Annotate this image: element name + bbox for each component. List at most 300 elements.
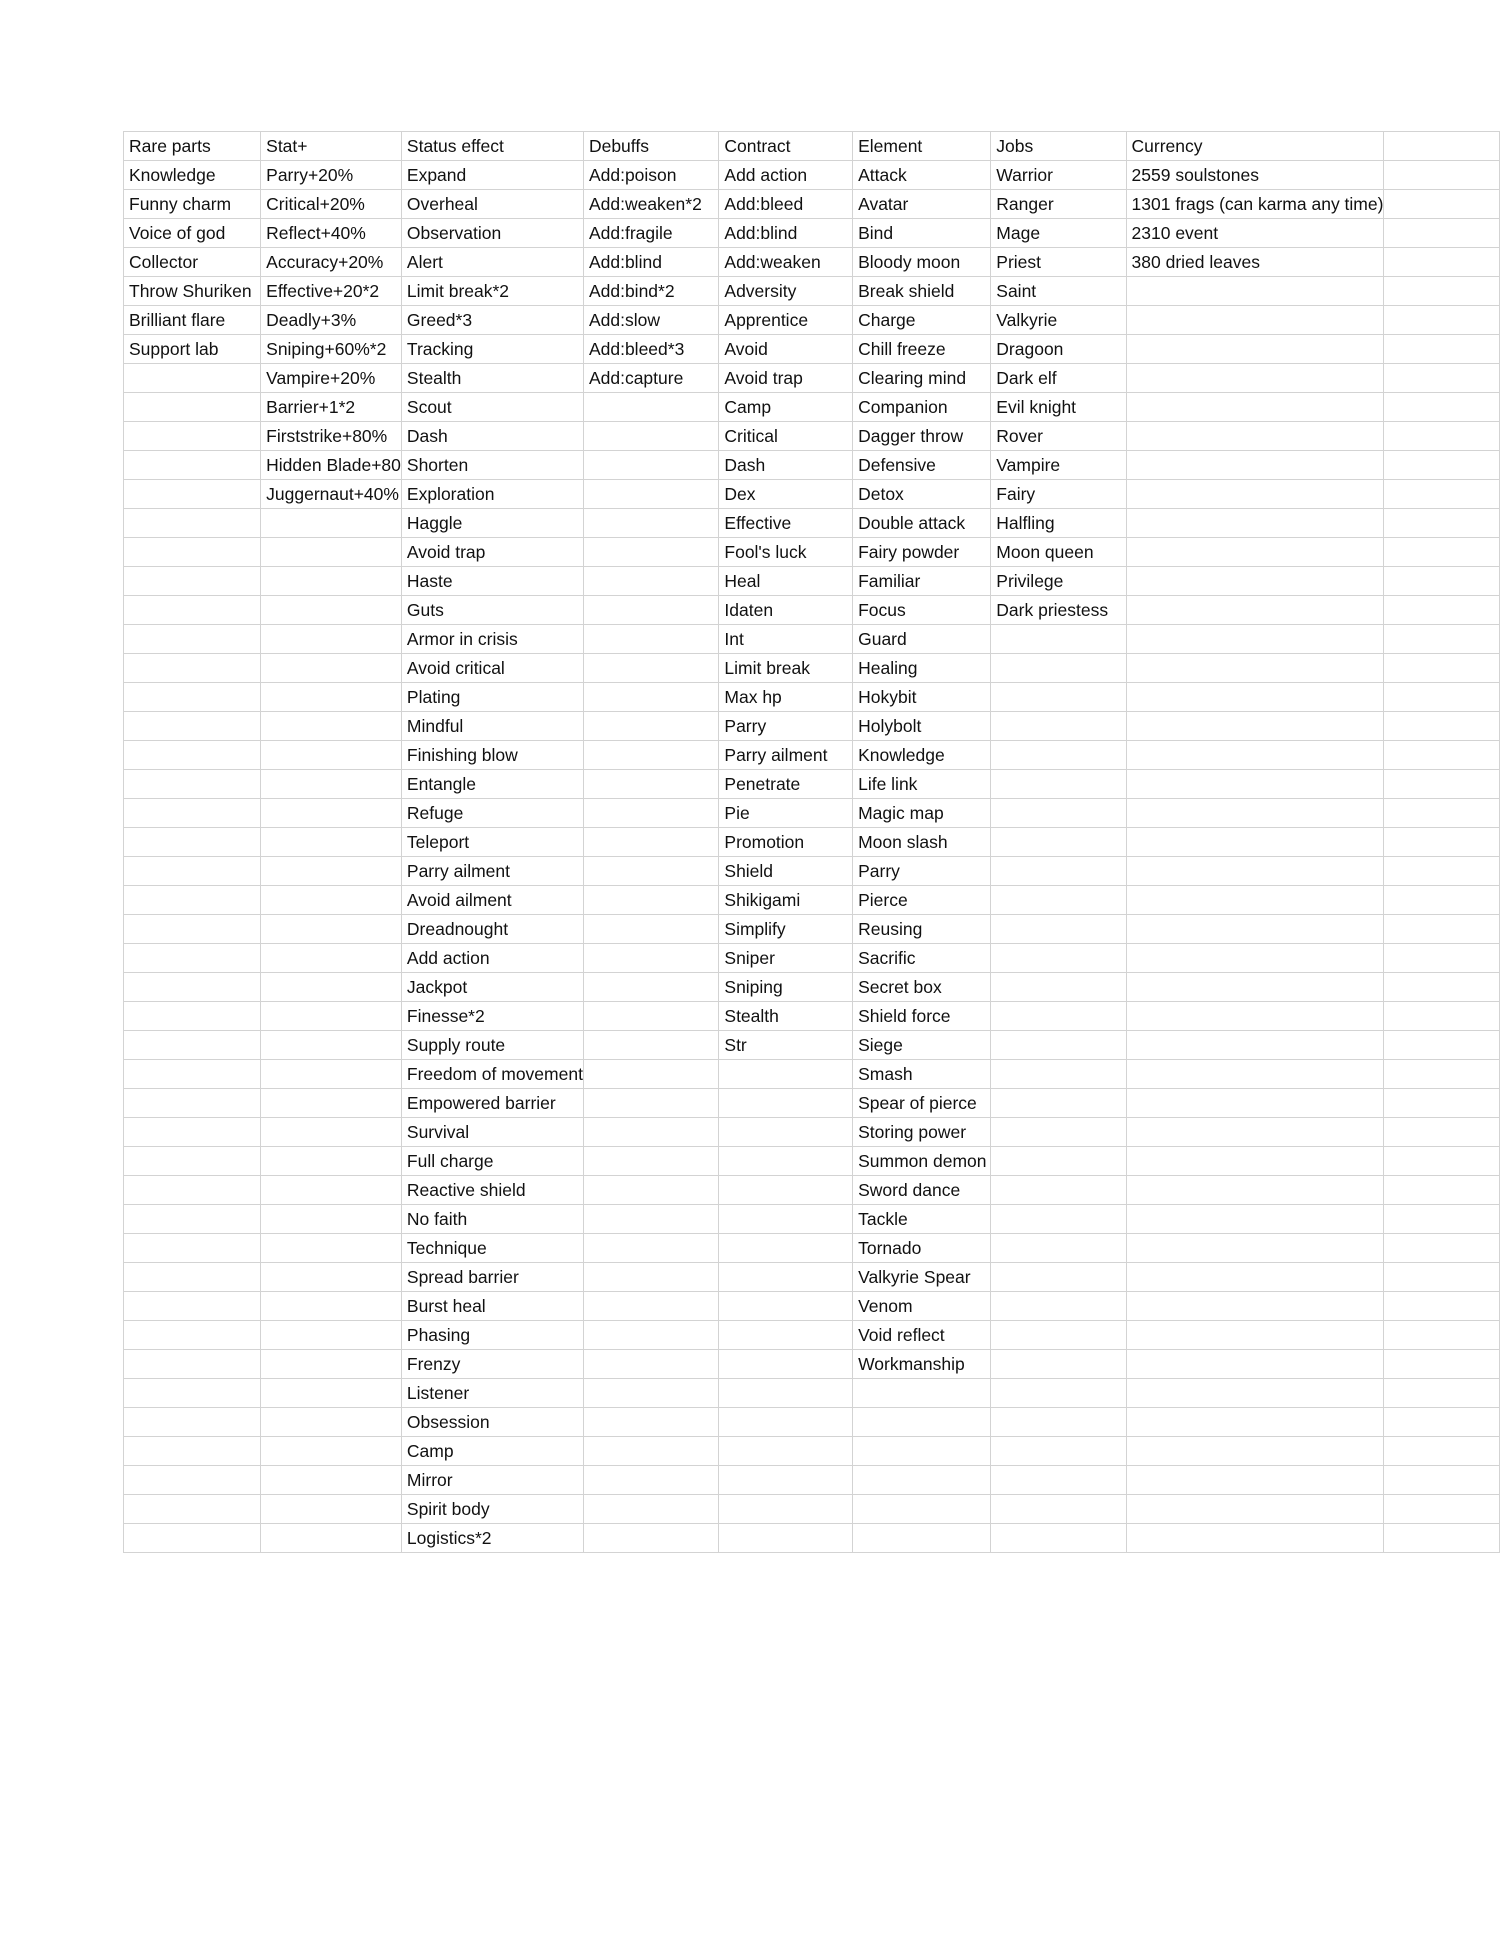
cell-status_effect[interactable]: Listener xyxy=(401,1379,583,1408)
cell-stat[interactable] xyxy=(261,799,402,828)
cell-contract[interactable] xyxy=(719,1234,853,1263)
cell-debuffs[interactable] xyxy=(583,1437,718,1466)
cell-stat[interactable]: Vampire+20% xyxy=(261,364,402,393)
cell-contract[interactable]: Avoid xyxy=(719,335,853,364)
cell-rare_parts[interactable] xyxy=(124,538,261,567)
cell-debuffs[interactable] xyxy=(583,625,718,654)
cell-extra[interactable] xyxy=(1384,596,1500,625)
cell-contract[interactable]: Add:bleed xyxy=(719,190,853,219)
cell-debuffs[interactable] xyxy=(583,1263,718,1292)
cell-status_effect[interactable]: Finishing blow xyxy=(401,741,583,770)
cell-currency[interactable] xyxy=(1126,1263,1384,1292)
cell-contract[interactable]: Int xyxy=(719,625,853,654)
cell-status_effect[interactable]: Expand xyxy=(401,161,583,190)
cell-currency[interactable] xyxy=(1126,567,1384,596)
cell-currency[interactable] xyxy=(1126,393,1384,422)
cell-currency[interactable] xyxy=(1126,1466,1384,1495)
cell-currency[interactable] xyxy=(1126,683,1384,712)
cell-currency[interactable] xyxy=(1126,915,1384,944)
cell-contract[interactable] xyxy=(719,1466,853,1495)
cell-contract[interactable]: Heal xyxy=(719,567,853,596)
cell-rare_parts[interactable] xyxy=(124,799,261,828)
cell-stat[interactable] xyxy=(261,1292,402,1321)
cell-debuffs[interactable]: Add:slow xyxy=(583,306,718,335)
cell-rare_parts[interactable] xyxy=(124,770,261,799)
cell-jobs[interactable]: Dark priestess xyxy=(991,596,1126,625)
cell-element[interactable]: Charge xyxy=(853,306,991,335)
cell-extra[interactable] xyxy=(1384,1176,1500,1205)
cell-stat[interactable] xyxy=(261,1495,402,1524)
cell-element[interactable] xyxy=(853,1524,991,1553)
cell-contract[interactable]: Penetrate xyxy=(719,770,853,799)
cell-element[interactable]: Knowledge xyxy=(853,741,991,770)
cell-extra[interactable] xyxy=(1384,1002,1500,1031)
cell-currency[interactable] xyxy=(1126,1002,1384,1031)
cell-currency[interactable] xyxy=(1126,306,1384,335)
cell-rare_parts[interactable] xyxy=(124,509,261,538)
cell-contract[interactable]: Shield xyxy=(719,857,853,886)
cell-stat[interactable] xyxy=(261,1118,402,1147)
cell-extra[interactable] xyxy=(1384,625,1500,654)
cell-jobs[interactable] xyxy=(991,915,1126,944)
cell-debuffs[interactable] xyxy=(583,712,718,741)
cell-currency[interactable]: 2310 event xyxy=(1126,219,1384,248)
cell-rare_parts[interactable] xyxy=(124,1524,261,1553)
cell-stat[interactable] xyxy=(261,770,402,799)
cell-currency[interactable] xyxy=(1126,1379,1384,1408)
cell-debuffs[interactable] xyxy=(583,596,718,625)
cell-status_effect[interactable]: Logistics*2 xyxy=(401,1524,583,1553)
cell-debuffs[interactable] xyxy=(583,1379,718,1408)
cell-rare_parts[interactable] xyxy=(124,654,261,683)
cell-extra[interactable] xyxy=(1384,190,1500,219)
cell-rare_parts[interactable]: Support lab xyxy=(124,335,261,364)
cell-rare_parts[interactable] xyxy=(124,1495,261,1524)
cell-stat[interactable]: Critical+20% xyxy=(261,190,402,219)
cell-rare_parts[interactable]: Brilliant flare xyxy=(124,306,261,335)
cell-jobs[interactable] xyxy=(991,1176,1126,1205)
cell-status_effect[interactable]: Phasing xyxy=(401,1321,583,1350)
cell-jobs[interactable] xyxy=(991,770,1126,799)
cell-status_effect[interactable]: Finesse*2 xyxy=(401,1002,583,1031)
cell-jobs[interactable] xyxy=(991,1379,1126,1408)
cell-debuffs[interactable] xyxy=(583,1495,718,1524)
cell-debuffs[interactable] xyxy=(583,1205,718,1234)
cell-contract[interactable] xyxy=(719,1060,853,1089)
cell-jobs[interactable] xyxy=(991,1031,1126,1060)
cell-jobs[interactable]: Evil knight xyxy=(991,393,1126,422)
cell-jobs[interactable] xyxy=(991,1495,1126,1524)
cell-element[interactable] xyxy=(853,1466,991,1495)
cell-extra[interactable] xyxy=(1384,712,1500,741)
cell-contract[interactable] xyxy=(719,1495,853,1524)
cell-debuffs[interactable] xyxy=(583,857,718,886)
cell-debuffs[interactable]: Add:bind*2 xyxy=(583,277,718,306)
cell-status_effect[interactable]: Mirror xyxy=(401,1466,583,1495)
cell-rare_parts[interactable] xyxy=(124,712,261,741)
cell-stat[interactable]: Parry+20% xyxy=(261,161,402,190)
cell-extra[interactable] xyxy=(1384,335,1500,364)
cell-jobs[interactable] xyxy=(991,1089,1126,1118)
cell-rare_parts[interactable] xyxy=(124,1147,261,1176)
cell-extra[interactable] xyxy=(1384,509,1500,538)
cell-element[interactable]: Healing xyxy=(853,654,991,683)
cell-jobs[interactable] xyxy=(991,1205,1126,1234)
cell-stat[interactable] xyxy=(261,1031,402,1060)
cell-contract[interactable]: Shikigami xyxy=(719,886,853,915)
cell-stat[interactable] xyxy=(261,1321,402,1350)
cell-contract[interactable]: Idaten xyxy=(719,596,853,625)
cell-extra[interactable] xyxy=(1384,364,1500,393)
cell-rare_parts[interactable] xyxy=(124,1408,261,1437)
cell-extra[interactable] xyxy=(1384,828,1500,857)
cell-status_effect[interactable]: Entangle xyxy=(401,770,583,799)
cell-jobs[interactable] xyxy=(991,1350,1126,1379)
cell-jobs[interactable]: Privilege xyxy=(991,567,1126,596)
cell-rare_parts[interactable] xyxy=(124,1321,261,1350)
cell-extra[interactable] xyxy=(1384,886,1500,915)
cell-debuffs[interactable] xyxy=(583,1031,718,1060)
cell-rare_parts[interactable]: Throw Shuriken xyxy=(124,277,261,306)
cell-status_effect[interactable]: Spread barrier xyxy=(401,1263,583,1292)
cell-contract[interactable]: Parry xyxy=(719,712,853,741)
cell-contract[interactable]: Effective xyxy=(719,509,853,538)
cell-contract[interactable]: Simplify xyxy=(719,915,853,944)
cell-currency[interactable] xyxy=(1126,509,1384,538)
cell-rare_parts[interactable] xyxy=(124,944,261,973)
cell-element[interactable]: Workmanship xyxy=(853,1350,991,1379)
cell-currency[interactable] xyxy=(1126,1437,1384,1466)
cell-rare_parts[interactable] xyxy=(124,1263,261,1292)
cell-extra[interactable] xyxy=(1384,741,1500,770)
cell-contract[interactable]: Add action xyxy=(719,161,853,190)
cell-status_effect[interactable]: Spirit body xyxy=(401,1495,583,1524)
cell-element[interactable]: Hokybit xyxy=(853,683,991,712)
cell-currency[interactable] xyxy=(1126,596,1384,625)
cell-jobs[interactable]: Rover xyxy=(991,422,1126,451)
cell-contract[interactable] xyxy=(719,1321,853,1350)
cell-element[interactable]: Element xyxy=(853,132,991,161)
cell-contract[interactable] xyxy=(719,1408,853,1437)
cell-jobs[interactable] xyxy=(991,857,1126,886)
cell-debuffs[interactable] xyxy=(583,886,718,915)
cell-element[interactable]: Tackle xyxy=(853,1205,991,1234)
cell-element[interactable]: Spear of pierce xyxy=(853,1089,991,1118)
cell-jobs[interactable] xyxy=(991,625,1126,654)
cell-currency[interactable] xyxy=(1126,1495,1384,1524)
cell-extra[interactable] xyxy=(1384,1408,1500,1437)
cell-contract[interactable] xyxy=(719,1379,853,1408)
cell-element[interactable]: Defensive xyxy=(853,451,991,480)
cell-status_effect[interactable]: Add action xyxy=(401,944,583,973)
cell-currency[interactable]: 1301 frags (can karma any time) xyxy=(1126,190,1384,219)
cell-currency[interactable] xyxy=(1126,1118,1384,1147)
cell-jobs[interactable]: Jobs xyxy=(991,132,1126,161)
cell-stat[interactable]: Barrier+1*2 xyxy=(261,393,402,422)
cell-status_effect[interactable]: Freedom of movement xyxy=(401,1060,583,1089)
cell-stat[interactable] xyxy=(261,1379,402,1408)
cell-currency[interactable] xyxy=(1126,828,1384,857)
cell-rare_parts[interactable]: Rare parts xyxy=(124,132,261,161)
cell-extra[interactable] xyxy=(1384,1437,1500,1466)
cell-status_effect[interactable]: Burst heal xyxy=(401,1292,583,1321)
cell-jobs[interactable] xyxy=(991,1524,1126,1553)
cell-contract[interactable]: Critical xyxy=(719,422,853,451)
cell-status_effect[interactable]: Mindful xyxy=(401,712,583,741)
cell-debuffs[interactable] xyxy=(583,1147,718,1176)
cell-jobs[interactable]: Moon queen xyxy=(991,538,1126,567)
cell-rare_parts[interactable] xyxy=(124,422,261,451)
cell-element[interactable]: Moon slash xyxy=(853,828,991,857)
cell-extra[interactable] xyxy=(1384,683,1500,712)
cell-extra[interactable] xyxy=(1384,219,1500,248)
cell-extra[interactable] xyxy=(1384,248,1500,277)
cell-rare_parts[interactable] xyxy=(124,1031,261,1060)
cell-jobs[interactable] xyxy=(991,1060,1126,1089)
cell-stat[interactable]: Hidden Blade+80 xyxy=(261,451,402,480)
cell-status_effect[interactable]: Teleport xyxy=(401,828,583,857)
cell-currency[interactable] xyxy=(1126,1234,1384,1263)
cell-currency[interactable] xyxy=(1126,886,1384,915)
cell-stat[interactable] xyxy=(261,1466,402,1495)
cell-jobs[interactable] xyxy=(991,944,1126,973)
cell-debuffs[interactable] xyxy=(583,1524,718,1553)
cell-status_effect[interactable]: Dash xyxy=(401,422,583,451)
cell-jobs[interactable] xyxy=(991,712,1126,741)
cell-rare_parts[interactable] xyxy=(124,1350,261,1379)
cell-element[interactable]: Valkyrie Spear xyxy=(853,1263,991,1292)
cell-extra[interactable] xyxy=(1384,277,1500,306)
cell-stat[interactable] xyxy=(261,1147,402,1176)
cell-jobs[interactable]: Fairy xyxy=(991,480,1126,509)
cell-element[interactable]: Secret box xyxy=(853,973,991,1002)
cell-stat[interactable] xyxy=(261,1408,402,1437)
cell-status_effect[interactable]: Tracking xyxy=(401,335,583,364)
cell-debuffs[interactable]: Add:bleed*3 xyxy=(583,335,718,364)
cell-extra[interactable] xyxy=(1384,1321,1500,1350)
cell-jobs[interactable]: Ranger xyxy=(991,190,1126,219)
cell-rare_parts[interactable] xyxy=(124,886,261,915)
cell-extra[interactable] xyxy=(1384,770,1500,799)
cell-debuffs[interactable] xyxy=(583,828,718,857)
cell-element[interactable]: Reusing xyxy=(853,915,991,944)
cell-jobs[interactable] xyxy=(991,886,1126,915)
cell-contract[interactable]: Dex xyxy=(719,480,853,509)
cell-jobs[interactable] xyxy=(991,683,1126,712)
cell-jobs[interactable] xyxy=(991,1263,1126,1292)
cell-element[interactable] xyxy=(853,1495,991,1524)
cell-stat[interactable] xyxy=(261,1060,402,1089)
cell-jobs[interactable] xyxy=(991,741,1126,770)
cell-debuffs[interactable]: Add:fragile xyxy=(583,219,718,248)
cell-contract[interactable] xyxy=(719,1437,853,1466)
cell-rare_parts[interactable]: Funny charm xyxy=(124,190,261,219)
cell-contract[interactable] xyxy=(719,1147,853,1176)
cell-debuffs[interactable] xyxy=(583,654,718,683)
cell-currency[interactable] xyxy=(1126,538,1384,567)
cell-contract[interactable] xyxy=(719,1524,853,1553)
cell-jobs[interactable]: Warrior xyxy=(991,161,1126,190)
cell-rare_parts[interactable] xyxy=(124,364,261,393)
cell-jobs[interactable] xyxy=(991,654,1126,683)
cell-contract[interactable]: Apprentice xyxy=(719,306,853,335)
cell-status_effect[interactable]: Greed*3 xyxy=(401,306,583,335)
cell-stat[interactable]: Accuracy+20% xyxy=(261,248,402,277)
cell-status_effect[interactable]: Stealth xyxy=(401,364,583,393)
cell-jobs[interactable] xyxy=(991,1466,1126,1495)
cell-stat[interactable] xyxy=(261,1089,402,1118)
cell-jobs[interactable] xyxy=(991,1437,1126,1466)
cell-rare_parts[interactable] xyxy=(124,741,261,770)
cell-stat[interactable]: Stat+ xyxy=(261,132,402,161)
cell-currency[interactable] xyxy=(1126,364,1384,393)
cell-rare_parts[interactable] xyxy=(124,828,261,857)
cell-rare_parts[interactable] xyxy=(124,596,261,625)
cell-stat[interactable] xyxy=(261,1437,402,1466)
cell-element[interactable]: Guard xyxy=(853,625,991,654)
cell-stat[interactable] xyxy=(261,1350,402,1379)
cell-status_effect[interactable]: Frenzy xyxy=(401,1350,583,1379)
cell-extra[interactable] xyxy=(1384,973,1500,1002)
cell-element[interactable]: Summon demon xyxy=(853,1147,991,1176)
cell-stat[interactable] xyxy=(261,741,402,770)
cell-contract[interactable]: Dash xyxy=(719,451,853,480)
cell-extra[interactable] xyxy=(1384,1118,1500,1147)
cell-rare_parts[interactable]: Voice of god xyxy=(124,219,261,248)
cell-rare_parts[interactable] xyxy=(124,1379,261,1408)
cell-jobs[interactable] xyxy=(991,1292,1126,1321)
cell-extra[interactable] xyxy=(1384,799,1500,828)
cell-rare_parts[interactable] xyxy=(124,1466,261,1495)
cell-element[interactable]: Sword dance xyxy=(853,1176,991,1205)
cell-rare_parts[interactable] xyxy=(124,1176,261,1205)
cell-contract[interactable] xyxy=(719,1118,853,1147)
cell-extra[interactable] xyxy=(1384,857,1500,886)
cell-contract[interactable]: Stealth xyxy=(719,1002,853,1031)
cell-rare_parts[interactable] xyxy=(124,567,261,596)
cell-extra[interactable] xyxy=(1384,480,1500,509)
cell-stat[interactable]: Firststrike+80% xyxy=(261,422,402,451)
cell-jobs[interactable]: Halfling xyxy=(991,509,1126,538)
cell-rare_parts[interactable] xyxy=(124,1292,261,1321)
cell-status_effect[interactable]: Avoid trap xyxy=(401,538,583,567)
cell-debuffs[interactable] xyxy=(583,1002,718,1031)
cell-currency[interactable]: 380 dried leaves xyxy=(1126,248,1384,277)
cell-rare_parts[interactable]: Knowledge xyxy=(124,161,261,190)
cell-element[interactable]: Attack xyxy=(853,161,991,190)
cell-rare_parts[interactable] xyxy=(124,915,261,944)
cell-debuffs[interactable] xyxy=(583,1060,718,1089)
cell-status_effect[interactable]: Avoid critical xyxy=(401,654,583,683)
cell-debuffs[interactable] xyxy=(583,1350,718,1379)
cell-extra[interactable] xyxy=(1384,1466,1500,1495)
cell-currency[interactable] xyxy=(1126,422,1384,451)
cell-currency[interactable] xyxy=(1126,1147,1384,1176)
cell-stat[interactable] xyxy=(261,596,402,625)
cell-extra[interactable] xyxy=(1384,306,1500,335)
cell-stat[interactable] xyxy=(261,1524,402,1553)
cell-extra[interactable] xyxy=(1384,1524,1500,1553)
cell-contract[interactable]: Promotion xyxy=(719,828,853,857)
cell-extra[interactable] xyxy=(1384,1147,1500,1176)
cell-contract[interactable]: Add:blind xyxy=(719,219,853,248)
cell-debuffs[interactable] xyxy=(583,1292,718,1321)
cell-stat[interactable] xyxy=(261,654,402,683)
cell-rare_parts[interactable] xyxy=(124,1089,261,1118)
cell-debuffs[interactable]: Add:poison xyxy=(583,161,718,190)
cell-rare_parts[interactable]: Collector xyxy=(124,248,261,277)
cell-status_effect[interactable]: Technique xyxy=(401,1234,583,1263)
cell-element[interactable]: Tornado xyxy=(853,1234,991,1263)
cell-stat[interactable] xyxy=(261,538,402,567)
cell-contract[interactable] xyxy=(719,1292,853,1321)
cell-rare_parts[interactable] xyxy=(124,857,261,886)
cell-contract[interactable]: Sniper xyxy=(719,944,853,973)
cell-element[interactable]: Dagger throw xyxy=(853,422,991,451)
cell-status_effect[interactable]: Jackpot xyxy=(401,973,583,1002)
cell-contract[interactable] xyxy=(719,1263,853,1292)
cell-stat[interactable] xyxy=(261,828,402,857)
cell-contract[interactable]: Add:weaken xyxy=(719,248,853,277)
cell-extra[interactable] xyxy=(1384,1234,1500,1263)
cell-element[interactable]: Siege xyxy=(853,1031,991,1060)
cell-stat[interactable] xyxy=(261,1234,402,1263)
cell-rare_parts[interactable] xyxy=(124,480,261,509)
cell-jobs[interactable] xyxy=(991,1118,1126,1147)
cell-status_effect[interactable]: Full charge xyxy=(401,1147,583,1176)
cell-element[interactable]: Magic map xyxy=(853,799,991,828)
cell-jobs[interactable] xyxy=(991,1234,1126,1263)
cell-status_effect[interactable]: Scout xyxy=(401,393,583,422)
cell-jobs[interactable] xyxy=(991,1002,1126,1031)
cell-contract[interactable]: Max hp xyxy=(719,683,853,712)
cell-extra[interactable] xyxy=(1384,451,1500,480)
cell-rare_parts[interactable] xyxy=(124,393,261,422)
cell-currency[interactable] xyxy=(1126,1089,1384,1118)
cell-contract[interactable]: Pie xyxy=(719,799,853,828)
cell-debuffs[interactable] xyxy=(583,1321,718,1350)
cell-debuffs[interactable] xyxy=(583,538,718,567)
cell-debuffs[interactable] xyxy=(583,393,718,422)
cell-status_effect[interactable]: No faith xyxy=(401,1205,583,1234)
cell-currency[interactable] xyxy=(1126,451,1384,480)
cell-stat[interactable] xyxy=(261,683,402,712)
cell-rare_parts[interactable] xyxy=(124,625,261,654)
cell-element[interactable] xyxy=(853,1408,991,1437)
cell-debuffs[interactable]: Add:weaken*2 xyxy=(583,190,718,219)
cell-jobs[interactable]: Dragoon xyxy=(991,335,1126,364)
cell-element[interactable]: Sacrific xyxy=(853,944,991,973)
cell-element[interactable]: Holybolt xyxy=(853,712,991,741)
cell-status_effect[interactable]: Shorten xyxy=(401,451,583,480)
cell-debuffs[interactable]: Add:capture xyxy=(583,364,718,393)
cell-currency[interactable] xyxy=(1126,1176,1384,1205)
cell-stat[interactable] xyxy=(261,625,402,654)
cell-jobs[interactable] xyxy=(991,828,1126,857)
cell-element[interactable]: Life link xyxy=(853,770,991,799)
cell-rare_parts[interactable] xyxy=(124,1002,261,1031)
cell-extra[interactable] xyxy=(1384,1205,1500,1234)
cell-stat[interactable]: Juggernaut+40% xyxy=(261,480,402,509)
cell-jobs[interactable]: Valkyrie xyxy=(991,306,1126,335)
cell-contract[interactable]: Parry ailment xyxy=(719,741,853,770)
cell-contract[interactable]: Sniping xyxy=(719,973,853,1002)
cell-jobs[interactable] xyxy=(991,973,1126,1002)
cell-status_effect[interactable]: Reactive shield xyxy=(401,1176,583,1205)
cell-element[interactable]: Void reflect xyxy=(853,1321,991,1350)
cell-rare_parts[interactable] xyxy=(124,1437,261,1466)
cell-debuffs[interactable] xyxy=(583,1408,718,1437)
